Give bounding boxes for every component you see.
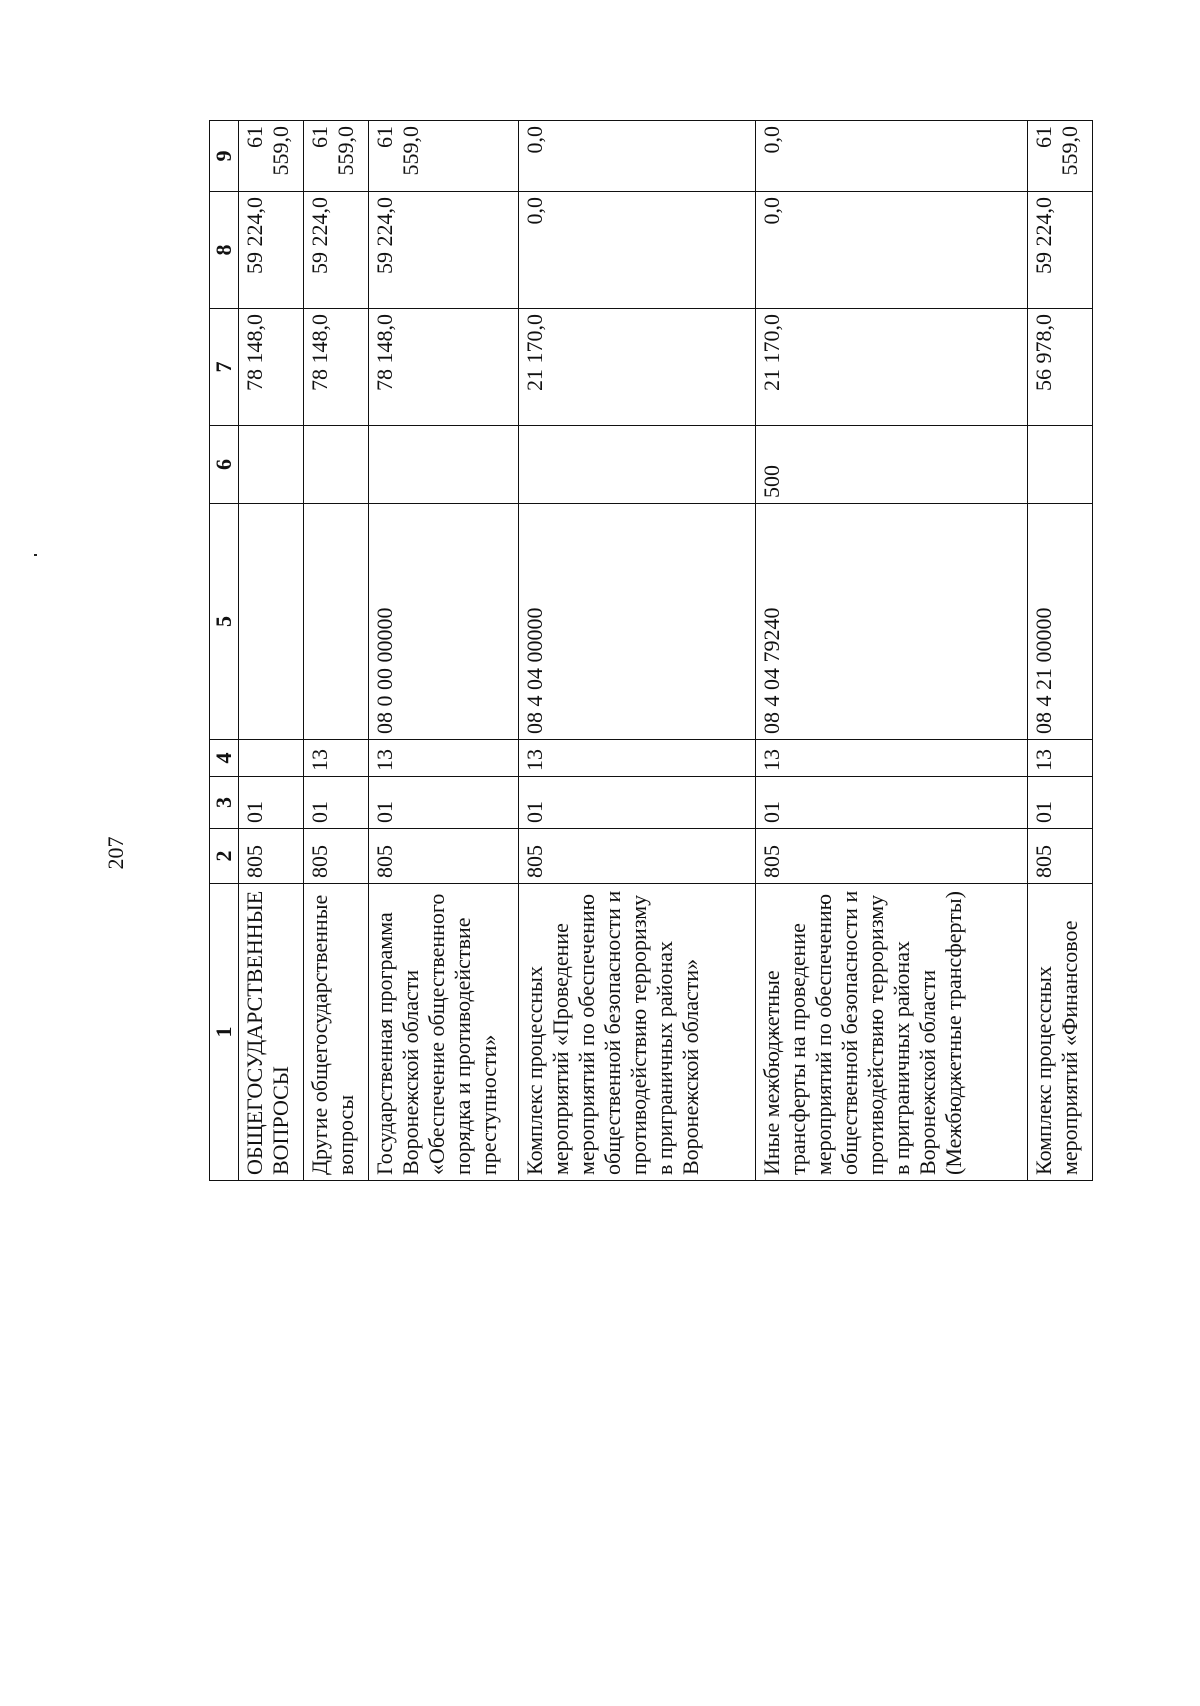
header-row: [210, 121, 239, 1181]
amount-col-9: 61 559,0: [303, 121, 368, 192]
expense-type-code: [1028, 426, 1093, 504]
scan-speck: [34, 554, 37, 556]
expense-type-code: [519, 426, 755, 504]
amount-col-7: 56 978,0: [1028, 309, 1093, 426]
amount-col-8: 59 224,0: [1028, 192, 1093, 309]
ministry-code: 805: [368, 829, 519, 884]
row-name: ОБЩЕГОСУДАРСТВЕННЫЕ ВОПРОСЫ: [239, 884, 304, 1181]
amount-col-7: 78 148,0: [239, 309, 304, 426]
target-article-code: 08 4 04 00000: [519, 504, 755, 740]
col-header-7: 7: [210, 309, 239, 426]
row-name: Комплекс процессных мероприятий «Проведение мероприятий по обеспечению общественной безопасности и противодействию терроризму в приграничных районах Воронежской области»: [519, 884, 755, 1181]
section-code: 01: [303, 777, 368, 829]
col-header-9: 9: [210, 121, 239, 192]
col-header-1: 1: [210, 884, 239, 1181]
amount-col-8: 0,0: [519, 192, 755, 309]
table-row: [239, 121, 304, 1181]
row-name: Государственная программа Воронежской области «Обеспечение общественного порядка и противодействие преступности»: [368, 884, 519, 1181]
ministry-code: 805: [239, 829, 304, 884]
col-header-2: 2: [210, 829, 239, 884]
expense-type-code: 500: [755, 426, 1028, 504]
target-article-code: [303, 504, 368, 740]
expense-type-code: [368, 426, 519, 504]
amount-col-8: 59 224,0: [368, 192, 519, 309]
col-header-3: 3: [210, 777, 239, 829]
amount-col-9: 0,0: [755, 121, 1028, 192]
amount-col-9: 61 559,0: [239, 121, 304, 192]
amount-col-7: 21 170,0: [755, 309, 1028, 426]
col-header-4: 4: [210, 740, 239, 777]
subsection-code: 13: [755, 740, 1028, 777]
target-article-code: 08 4 21 00000: [1028, 504, 1093, 740]
amount-col-8: 59 224,0: [303, 192, 368, 309]
ministry-code: 805: [519, 829, 755, 884]
col-header-8: 8: [210, 192, 239, 309]
ministry-code: 805: [1028, 829, 1093, 884]
ministry-code: 805: [755, 829, 1028, 884]
target-article-code: 08 0 00 00000: [368, 504, 519, 740]
amount-col-9: 0,0: [519, 121, 755, 192]
amount-col-9: 61 559,0: [368, 121, 519, 192]
table-row: [1028, 121, 1093, 1181]
amount-col-7: 21 170,0: [519, 309, 755, 426]
section-code: 01: [368, 777, 519, 829]
amount-col-8: 0,0: [755, 192, 1028, 309]
row-name: Комплекс процессных мероприятий «Финансовое: [1028, 884, 1093, 1181]
table-row: [368, 121, 519, 1181]
col-header-5: 5: [210, 504, 239, 740]
section-code: 01: [1028, 777, 1093, 829]
subsection-code: 13: [368, 740, 519, 777]
section-code: 01: [755, 777, 1028, 829]
ministry-code: 805: [303, 829, 368, 884]
table-row: [519, 121, 755, 1181]
table-row: [303, 121, 368, 1181]
row-name: Другие общегосударственные вопросы: [303, 884, 368, 1181]
amount-col-9: 61 559,0: [1028, 121, 1093, 192]
section-code: 01: [239, 777, 304, 829]
expense-type-code: [239, 426, 304, 504]
expense-type-code: [303, 426, 368, 504]
subsection-code: 13: [519, 740, 755, 777]
amount-col-7: 78 148,0: [303, 309, 368, 426]
rotated-table-container: [209, 121, 1093, 1181]
amount-col-8: 59 224,0: [239, 192, 304, 309]
target-article-code: [239, 504, 304, 740]
target-article-code: 08 4 04 79240: [755, 504, 1028, 740]
subsection-code: 13: [303, 740, 368, 777]
col-header-6: 6: [210, 426, 239, 504]
section-code: 01: [519, 777, 755, 829]
subsection-code: [239, 740, 304, 777]
table-row: [755, 121, 1028, 1181]
budget-table: [209, 120, 1093, 1181]
subsection-code: 13: [1028, 740, 1093, 777]
row-name: Иные межбюджетные трансферты на проведение мероприятий по обеспечению общественной безопасности и противодействию терроризму в приграничных районах Воронежской области (Межбюджетные трансферты): [755, 884, 1028, 1181]
page-number: 207: [103, 836, 128, 870]
amount-col-7: 78 148,0: [368, 309, 519, 426]
